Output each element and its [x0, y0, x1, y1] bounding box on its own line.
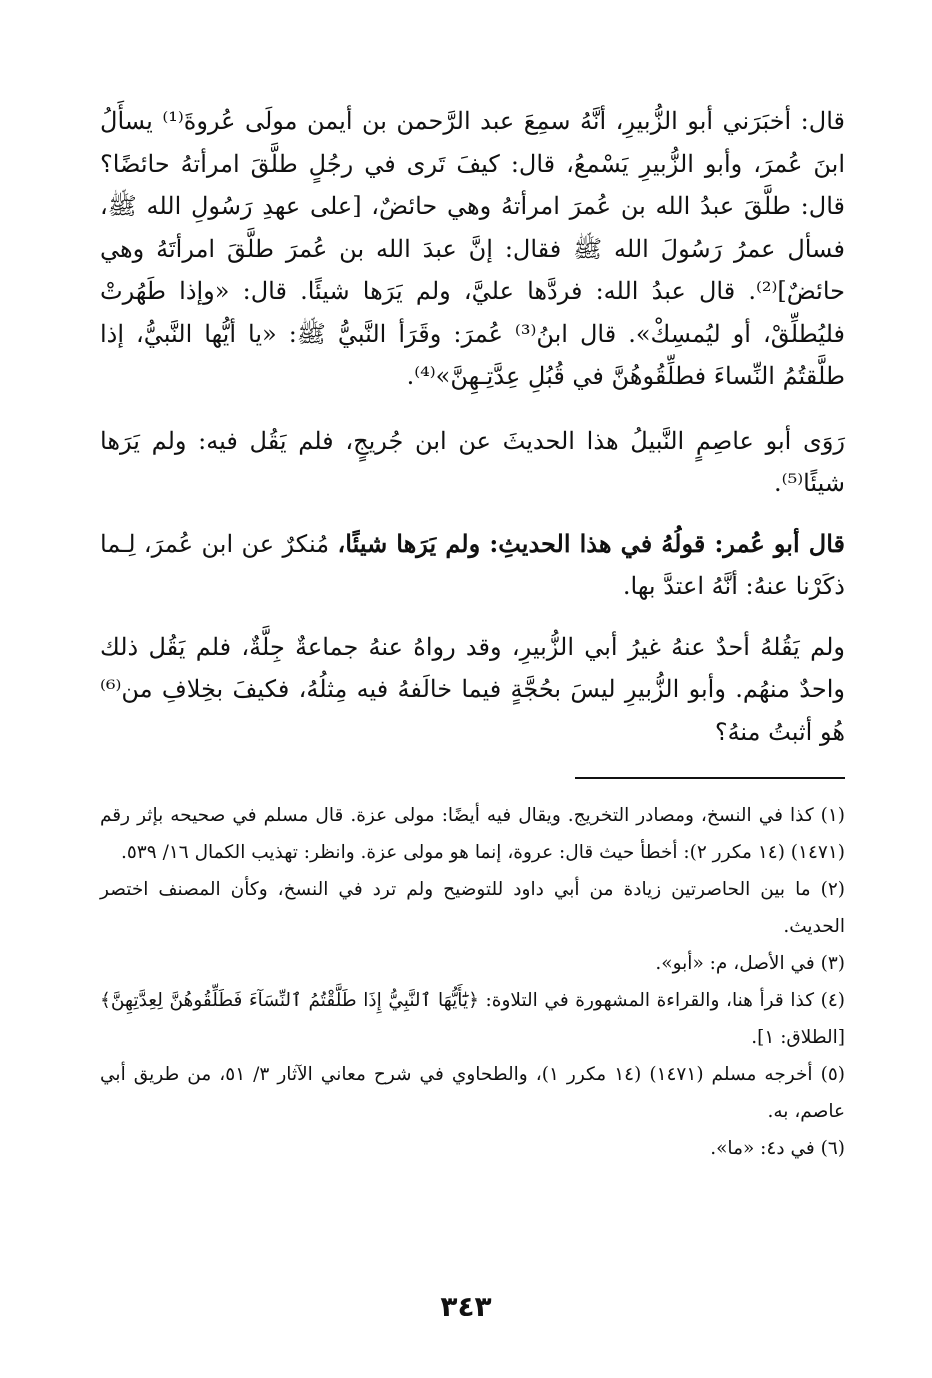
- footnote-5: (٥) أخرجه مسلم (١٤٧١) (١٤ مكرر ١)، والطحاوي في شرح معاني الآثار ٣/ ٥١، من طريق أبي عاصم، به.: [100, 1064, 845, 1122]
- page-body: [100, 100, 845, 1167]
- footnote-4: (٤) كذا قرأ هنا، والقراءة المشهورة في التلاوة: ﴿يَٰٓأَيُّهَا ٱلنَّبِيُّ إِذَا طَلَّقْتُمُ ٱلنِّسَآءَ فَطَلِّقُوهُنَّ لِعِدَّتِهِنَّ﴾ [الطلاق: ١].: [100, 990, 845, 1048]
- footnotes: [100, 797, 845, 1167]
- footnote-6: (٦) في د٤: «ما».: [710, 1138, 845, 1159]
- criticism-paragraph: ولم يَقُلهُ أحدٌ عنهُ غيرُ أبي الزُّبيرِ، وقد رواهُ عنهُ جماعةٌ جِلَّةٌ، فلم يَقُل ذلك واحدٌ منهُم. وأبو الزُّبيرِ ليسَ بحُجَّةٍ فيما خالَفهُ فيه مِثلُهُ، فكيفَ بخِلافِ من⁽⁶⁾ هُو أثبتُ منهُ؟: [100, 632, 846, 746]
- footnote-3: (٣) في الأصل، م: «أبو».: [655, 953, 845, 974]
- author-comment-lead: قال أبو عُمر: قولُهُ في هذا الحديثِ: ولم يَرَها شيئًا،: [337, 528, 845, 558]
- footnote-1: (١) كذا في النسخ، ومصادر التخريج. ويقال فيه أيضًا: مولى عزة. قال مسلم في صحيحه بإثر رقم (١٤٧١) (١٤ مكرر ٢): أخطأ حيث قال: عروة، إنما هو مولى عزة. وانظر: تهذيب الكمال ١٦/ ٥٣٩.: [100, 805, 845, 863]
- author-comment-text: مُنكرٌ عن ابن عُمرَ، لِـما ذكَرْنا عنهُ: أنَّهُ اعتدَّ بها.: [100, 529, 845, 600]
- narration-note-paragraph: رَوَى أبو عاصِمٍ النَّبيلُ هذا الحديثَ عن ابن جُريجٍ، فلم يَقُل فيه: ولم يَرَها شيئًا⁽⁵⁾.: [100, 426, 845, 497]
- footnote-2: (٢) ما بين الحاصرتين زيادة من أبي داود للتوضيح ولم ترد في النسخ، وكأن المصنف اختصر الحديث.: [100, 879, 845, 937]
- page-number: ٣٤٣: [440, 1290, 492, 1323]
- hadith-paragraph: قال: أخبَرَني أبو الزُّبيرِ، أنَّهُ سمِعَ عبد الرَّحمن بن أيمن مولَى عُروةَ⁽¹⁾ يسأَلُ ابنَ عُمرَ، وأبو الزُّبيرِ يَسْمعُ، قال: كيفَ تَرى في رجُلٍ طلَّقَ امرأتهُ حائضًا؟ قال: طلَّقَ عبدُ الله بن عُمرَ امرأتهُ وهي حائضٌ، [على عهدِ رَسُولِ الله ﷺ، فسأل عمرُ رَسُولَ الله ﷺ فقال: إنَّ عبدَ الله بن عُمرَ طلَّقَ امرأتَهُ وهي حائضٌ]⁽²⁾. قال عبدُ الله: فردَّها عليَّ، ولم يَرَها شيئًا. قال: «وإذا طَهُرتْ فليُطلِّقْ، أو ليُمسِكْ». قال ابنُ⁽³⁾ عُمرَ: وقَرَأ النَّبيُّ ﷺ: «يا أيُّها النَّبيُّ، إذا طلَّقتُمُ النِّساءَ فطلِّقُوهُنَّ في قُبُلِ عِدَّتِـهِنَّ»⁽⁴⁾.: [100, 107, 845, 390]
- footnote-separator: [575, 777, 845, 779]
- author-comment-paragraph: [100, 523, 845, 608]
